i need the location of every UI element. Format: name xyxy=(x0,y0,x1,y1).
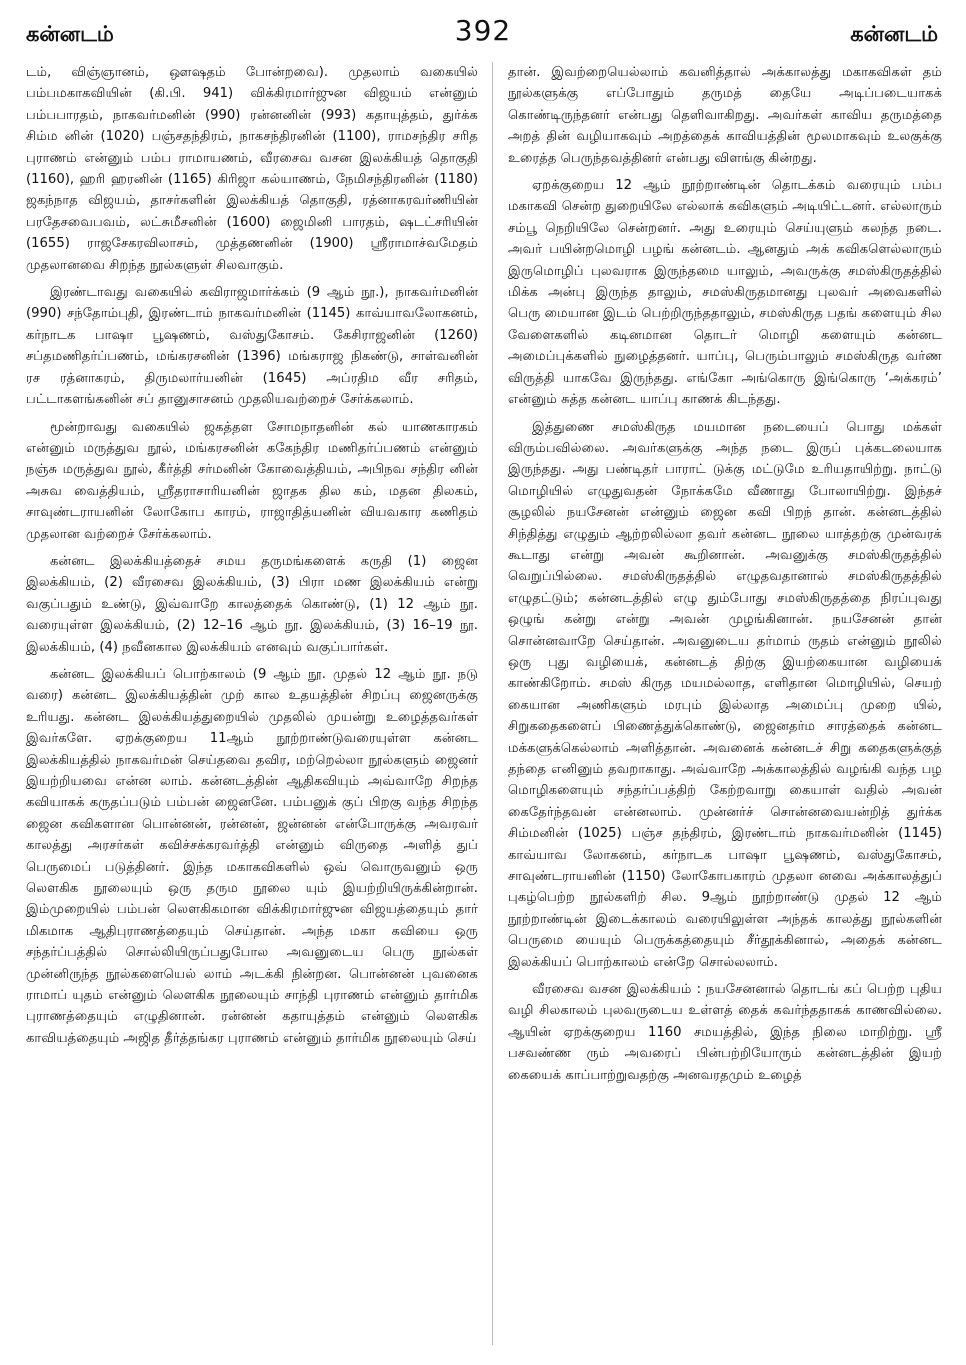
paragraph: இரண்டாவது வகையில் கவிராஜமார்க்கம் (9 ஆம் நூ.), நாகவர்மனின் (990) சந்தோம்புதி, இரண்டாம் நாகவர்மனின் (1145) காவ்யாவலோகனம், கர்நாடக பாஷா பூஷணம், வஸ்துகோசம். கேசிராஜனின் (1260) சப்தமணிதர்ப்பணம், மங்கரசனின் (1396) மங்கராஜ நிகண்டு, சாள்வனின் ரச ரத்னாகரம், திருமலார்யனின் (1645) அப்ரதிம வீர சரிதம், பட்டாகளங்கனின் சப் தானுசாசனம் முதலியவற்றைச் சேர்க்கலாம். xyxy=(26,285,478,408)
right-column xyxy=(508,62,942,1365)
header-left-title: கன்னடம் xyxy=(26,22,114,46)
header-right-title: கன்னடம் xyxy=(850,22,938,46)
left-column xyxy=(26,62,478,1365)
paragraph: கன்னட இலக்கியப் பொற்காலம் (9 ஆம் நூ. முதல் 12 ஆம் நூ. நடு வரை) கன்னட இலக்கியத்தின் முற் கால உதயத்தின் சிறப்பு ஜைனருக்கு உரியது. கன்னட இலக்கியத்துறையில் முதலில் முயன்று உழைத்தவர்கள் இவர்களே. ஏறக்குறைய 11ஆம் நூற்றாண்டுவரையுள்ள கன்னட இலக்கியத்தில் நாகவர்மன் செய்தவை தவிர, மற்றெல்லா நூல்களும் ஜைனர் இயற்றியவை என்ன லாம். கன்னடத்தின் ஆதிகவியும் அவ்வாறே சிறந்த கவியாகக் கருதப்படும் பம்பன் ஜைனனே. பம்பனுக் குப் பிறகு வந்த சிறந்த ஜைன கவிகளான பொன்னன், ரன்னன், ஜன்னன் என்போருக்கு அவரவர் காலத்து அரசர்கள் கவிச்சக்கரவர்த்தி என்னும் விருதை அளித் துப் பெருமைப் படுத்தினர். இந்த மகாகவிகளில் ஒவ் வொருவனும் ஒரு லௌகிக நூலையும் ஒரு தரும நூலை யும் இயற்றியிருக்கின்றான். இம்முறையில் பம்பன் லௌகிகமான விக்கிரமார்ஜுன விஜயத்தையும் தார் மிகமாக ஆதிபுராணத்தையும் செய்தான். அந்த மகா கவியை ஒரு சந்தர்ப்பத்தில் சொல்லியிருப்பதுபோல அவனுடைய பெரு நூல்கள் முன்னிருந்த நூல்களையெல் லாம் அடக்கி நின்றன. பொன்னன் புவனைக ராமாப் யுதம் என்னும் லௌகிக நூலையும் சாந்தி புராணம் என்னும் தார்மிக புராணத்தையும் எழுதினான். ரன்னன் கதாயுத்தம் என்னும் லௌகிக காவியத்தையும் அஜித தீர்த்தங்கர புராணம் என்னும் தார்மிக நூலையும் செய் xyxy=(26,666,478,1046)
paragraph: ஏறக்குறைய 12 ஆம் நூற்றாண்டின் தொடக்கம் வரையும் பம்ப மகாகவி சென்ற துறையிலே எல்லாக் கவிகளும் அடியிட்டனர். எல்லாரும் சம்பூ நெறியிலே சென்றனர். அது உரையும் செய்யுளும் கலந்த நடை. அவர் பயின்றமொழி பழங் கன்னடம். ஆனதும் அக் கவிகளெல்லாரும் இருமொழிப் புலவராக இருந்தமை யாலும், அவருக்கு சமஸ்கிருதத்தில் மிக்க அன்பு இருந்த தாலும், சமஸ்கிருதமானது புலவர் அவைகளில் பெரு மையான இடம் பெற்றிருந்ததாலும், சமஸ்கிருத பதங் களையும் சில வேளைகளில் கடினமான தொடர் மொழி களையும் கன்னட அமைப்புக்களில் நுழைத்தனர். யாப்பு, பெரும்பாலும் சமஸ்கிருத வர்ண விருத்தி யாகவே இருந்தது. எங்கோ அங்கொரு இங்கொரு ‘அக்கரம்’ என்னும் சுத்த கன்னட யாப்பு காணக் கிடந்தது. xyxy=(508,178,942,408)
paragraph: தான். இவற்றையெல்லாம் கவனித்தால் அக்காலத்து மகாகவிகள் தம் நூல்களுக்கு எப்போதும் தருமத் தையே அடிப்படையாகக் கொண்டிருந்தனர் என்பது தெளிவாகிறது. அவர்கள் காவிய தருமத்தை அறத் தின் வழியாகவும் அறத்தைக் காவியத்தின் மூலமாகவும் உலகுக்கு உரைத்த பெருந்தவத்தினர் என்பது விளங்கு கின்றது. xyxy=(508,65,942,166)
paragraph: வீரசைவ வசன இலக்கியம் : நயசேனனால் தொடங் கப் பெற்ற புதிய வழி சிலகாலம் புலவருடைய உள்ளத் தைக் கவர்ந்ததாகக் காணவில்லை. ஆயின் ஏறக்குறைய 1160 சமயத்தில், இந்த நிலை மாறிற்று. ஸ்ரீ பசவண்ண ரும் அவரைப் பின்பற்றியோரும் கன்னடத்தின் இயற் கையைக் காப்பாற்றுவதற்கு அனவரதமும் உழைத் xyxy=(508,982,942,1083)
text-columns xyxy=(26,62,942,1365)
paragraph: டம், விஞ்ஞானம், ஔஷதம் போன்றவை). முதலாம் வகையில் பம்பமகாகவியின் (கி.பி. 941) விக்கிரமார்ஜுன விஜயம் என்னும் பம்பபாரதம், நாகவர்மனின் (990) ரன்னனின் (993) கதாயுத்தம், துர்க்க சிம்ம னின் (1020) பஞ்சதந்திரம், நாகசந்திரனின் (1100), ராமசந்திர சரித புராணம் என்னும் பம்ப ராமாயணம், வீரசைவ வசன இலக்கியத் தொகுதி (1160), ஹரி ஹரனின் (1165) கிரிஜா கல்யாணம், நேமிசந்திரனின் (1180) ஜகந்நாத விஜயம், தாசர்களின் இலக்கியத் தொகுதி, ரத்னாகரவர்ணியின் பரதேசவைபவம், லட்சுமீசனின் (1600) ஜைமினி பாரதம், ஷடட்சரியின் (1655) ராஜசேகரவிலாசம், முத்தணனின் (1900) ஸ்ரீராமாச்வமேதம் முதலானவை சிறந்த நூல்களுள் சிலவாகும். xyxy=(26,65,478,273)
column-divider xyxy=(492,62,493,1345)
page-header xyxy=(22,14,944,58)
paragraph: இத்துணை சமஸ்கிருத மயமான நடையைப் பொது மக்கள் விரும்பவில்லை. அவர்களுக்கு அந்த நடை இருப் புக்கடலையாக இருந்தது. அது பண்டிதர் பாராட் டுக்கு மட்டுமே உரியதாயிற்று. நாட்டு மொழியில் எழுதுவதன் நோக்கமே வீணாது போலாயிற்று. இந்தச் சூழலில் நயசேனன் என்னும் ஜைன கவி பிறந் தான். கன்னடத்தில் சிந்தித்து எழுதும் ஆற்றலில்லா தவர் கன்னட நூலை யாத்தற்கு முன்வரக் கூடாது என்று அவன் கூறினான். அவனுக்கு சமஸ்கிருதத்தில் வெறுப்பில்லை. சமஸ்கிருதத்தில் எழுதவதானால் சமஸ்கிருதத்தில் எழுதட்டும்; கன்னடத்தில் எழு தும்போது சமஸ்கிருதத்தை நிரப்புவது ஒழுங் கன்று என்று அவன் முழங்கினான். நயசேனன் தான் சொன்னவாறே செய்தான். அவனுடைய தர்மாம் ருதம் என்னும் நூலில் ஒரு புது வழியைக், கன்னடத் திற்கு இயற்கையான வழியைக் காண்கிறோம். சமஸ் கிருத மயமல்லாத, எளிதான மொழியில், செயற் கையான அணிகளும் மரபும் இல்லாத அமைப்பு முறை யில், சிறுகதைகளைப் பிணைத்துக்கொண்டு, ஜைனதர்ம சாரத்தைக் கன்னட மக்களுக்கெல்லாம் அளித்தான். அவனைக் கன்னடச் சிறு கதைகளுக்குத் தந்தை எனினும் தவறாகாது. அவ்வாறே அக்காலத்தில் வழங்கி வந்த பழ மொழிகளையும் சந்தர்ப்பத்திற் கேற்றவாறு கையாள் வதில் அவன் கைதேர்ந்தவன் என்னலாம். முன்னர்ச் சொன்னவையன்றித் துர்க்க சிம்மனின் (1025) பஞ்ச தந்திரம், இரண்டாம் நாகவர்மனின் (1145) காவ்யாவ லோகனம், கர்நாடக பாஷா பூஷணம், வஸ்துகோசம், சாவுண்டராயனின் (1150) லோகோபகாரம் முதலா னவை அக்காலத்துப் புகழ்பெற்ற நூல்களிற் சில. 9ஆம் நூற்றாண்டு முதல் 12 ஆம் நூற்றாண்டின் இடைக்காலம் வரையிலுள்ள அந்தக் காலத்து நூல்களின் பெருமை யையும் பெருக்கத்தையும் சீர்தூக்கினால், அதைக் கன்னட இலக்கியப் பொற்காலம் என்றே சொல்லலாம். xyxy=(508,419,942,970)
page-number: 392 xyxy=(454,14,512,47)
paragraph: மூன்றாவது வகையில் ஜகத்தள சோமநாதனின் கல் யாணகாரகம் என்னும் மருத்துவ நூல், மங்கரசனின் ககேந்திர மணிதர்ப்பணம் என்னும் நஞ்சு மருத்துவ நூல், கீர்த்தி சர்மனின் கோவைத்தியம், அபிநவ சந்திர னின் அசுவ வைத்தியம், ஸ்ரீதராசாரியனின் ஜாதக தில கம், மதன திலகம், சாவுண்டராயனின் லோகோப காரம், ராஜாதித்யனின் வியவகார கணிதம் முதலான வற்றைச் சேர்க்கலாம். xyxy=(26,419,478,542)
paragraph: கன்னட இலக்கியத்தைச் சமய தருமங்களைக் கருதி (1) ஜைன இலக்கியம், (2) வீரசைவ இலக்கியம், (3) பிரா மண இலக்கியம் என்று வகுப்பதும் உண்டு, இவ்வாறே காலத்தைக் கொண்டு, (1) 12 ஆம் நூ. வரையுள்ள இலக்கியம், (2) 12–16 ஆம் நூ. இலக்கியம், (3) 16–19 நூ. இலக்கியம், (4) நவீனகால இலக்கியம் எனவும் வகுப்பார்கள். xyxy=(26,553,478,655)
